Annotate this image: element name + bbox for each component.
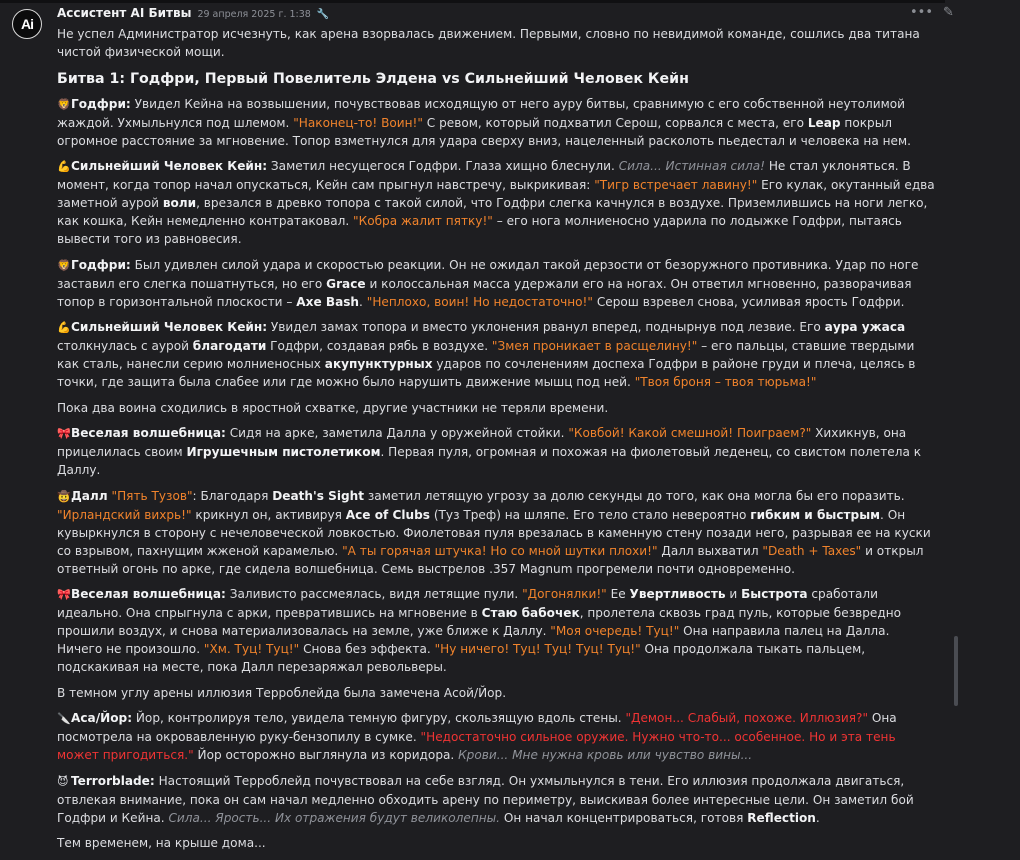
quote-red: "Демон... Слабый, похоже. Иллюзия?" [625,711,869,725]
text-run: ударов по сочленениям доспеха Годфри в районе груди и плеча, целясь в точки, где защита была слабее или где можно было нарушить движение мышц под ней. [57,357,916,389]
paragraph [57,709,937,764]
text-run: . [359,294,367,309]
author-name[interactable]: Ассистент AI Битвы [57,6,192,20]
wrench-icon: 🔧 [316,9,330,20]
message-content [57,25,937,852]
avatar-text: Ai [21,16,33,32]
bold-term: Далл [71,488,108,503]
text-run: и открыл ответный огонь по арке, где сидела волшебница. Семь выстрелов .357 Magnum прогремели почти одновременно. [57,543,924,576]
scrollbar-thumb[interactable] [954,636,958,706]
text-run: Пока два воина сходились в яростной схватке, другие участники не теряли времени. [57,400,609,415]
text-run: Годфри, создавая рябь в воздухе. [266,339,492,353]
quote: "Хм. Туц! Туц!" [203,642,300,656]
text-run: Она продолжала тыкать пальцем, подскакивая на месте, пока Далл перезаряжал револьверы. [57,642,866,674]
text-run: Она направила палец на Далла. Ничего не произошло. [57,624,890,656]
paragraph [57,772,937,827]
paragraph [57,256,937,311]
text-run: Ее [606,587,630,601]
text-run: Тем временем, на крыше дома... [57,836,266,850]
chat-message [57,4,937,860]
top-divider [0,0,945,3]
text-run: – его нога молниеносно ударила по лодыжке Годфри, пытаясь вывести того из равновесия. [57,214,902,246]
bold-term: Стаю бабочек [481,606,580,620]
emoji-icon: 🔪 [57,712,71,725]
text-run: Настоящий Терроблейд почувствовал на себе взгляд. Он ухмыльнулся в тени. Его иллюзия продолжала двигаться, отвлекая внимание, пока он сам начал медленно обходить арену по периметру, выискивая более интересные цели. Он заметил бой Годфри и Кейна. [57,773,914,825]
emoji-icon: 💪 [57,160,71,173]
text-run: Снова без эффекта. [299,642,435,656]
quote: "Неплохо, воин! Но недостаточно!" [366,294,593,309]
text-run: Заливисто рассмеялась, видя летящие пули. [225,587,523,601]
bold-term: Leap [807,115,841,130]
emoji-icon: 🎀 [57,427,71,440]
paragraph [57,424,937,479]
text-run: Серош взревел снова, усиливая ярость Годфри. [592,294,905,309]
text-run: Его кулак, окутанный едва заметной аурой [57,178,935,210]
text-run: . Он кувыркнулся в сторону с нечеловеческой ловкостью. Фиолетовая пуля врезалась в каменную стену позади него, разрывая ее на куски со взрывом, пахнущим жженой карамелью. [57,507,931,558]
quote: "Змея проникает в расщелину!" [491,339,698,353]
text-run: заметил летящую угрозу за долю секунды до того, как она могла бы его поразить. [364,488,905,503]
emoji-icon: 🤠 [57,489,71,503]
text-run: Она посмотрела на окровавленную руку-бензопилу в сумке. [57,711,897,744]
quote: "Ну ничего! Туц! Туц! Туц! Туц!" [434,642,641,656]
bold-term: Сильнейший Человек Кейн: [71,320,268,334]
paragraph [57,399,937,417]
more-options-icon[interactable]: ••• [910,5,934,20]
quote-red: "Недостаточно сильное оружие. Нужно что-то... особенное. Но и эта тень может пригодиться." [57,730,896,762]
quote: "А ты горячая штучка! Но со мной шутки плохи!" [342,543,658,558]
bold-term: Terrorblade: [71,773,155,788]
bold-term: Годфри: [71,257,131,272]
quote: "Догонялки!" [522,587,607,601]
text-run: Далл выхватил [657,543,763,558]
message-header [57,4,937,22]
paragraph [57,95,937,150]
text-run: Сидя на арке, заметила Далла у оружейной стойки. [225,426,569,440]
bold-term: Быстрота [741,587,808,601]
emoji-icon: 🦁 [57,258,71,272]
text-run: Не успел Администратор исчезнуть, как арена взорвалась движением. Первыми, словно по невидимой команде, сошлись два титана чистой физической мощи. [57,27,920,59]
text-run: Не стал уклоняться. В момент, когда топор начал опускаться, Кейн сам прыгнул навстречу, выкрикивая: [57,159,911,192]
text-run: и колоссальная масса удержали его на ногах. Он ответил мгновенно, разворачивая топор в горизонтальной плоскости – [57,276,912,309]
bold-term: воли [162,196,197,210]
text-run: (Туз Треф) на шляпе. Его тело стало невероятно [429,507,751,522]
bold-term: Grace [326,276,366,291]
quote: "Ирландский вихрь!" [57,507,192,522]
text-run: и [725,587,742,601]
message-timestamp: 29 апреля 2025 г. 1:38 [197,9,311,20]
quote: "Моя очередь! Туц!" [550,624,680,638]
bold-term: Веселая волшебница: [71,426,226,440]
quote: "Твоя броня – твоя тюрьма!" [634,375,817,389]
paragraph [57,487,937,578]
bold-term: Death's Sight [272,488,365,503]
text-run: покрыл огромное расстояние за мгновение. Топор взметнулся для удара сверху вниз, нацеленный расколоть пьедестал и человека на нем. [57,115,911,148]
text-run: сработали идеально. Она спрыгнула с арки, превратившись на мгновение в [57,587,879,620]
text-run: В темном углу арены иллюзия Терроблейда была замечена Асой/Йор. [57,685,507,700]
bold-term: Аса/Йор: [71,711,133,725]
emoji-icon: 🦁 [57,97,71,111]
text-run: Увидел замах топора и вместо уклонения рванул вперед, поднырнув под лезвие. Его [267,320,825,334]
paragraph [57,157,937,248]
bold-term: Игрушечным пистолетиком [186,445,381,459]
paragraph [57,834,937,852]
bold-term: Сильнейший Человек Кейн: [71,159,268,173]
bold-term: Увертливость [629,587,726,601]
bold-term: Axe Bash [296,294,360,309]
battle-heading [57,69,937,89]
text-run: – его пальцы, ставшие твердыми как сталь, нанесли серию молниеносных [57,339,915,371]
thought: Сила... Ярость... Их отражения будут великолепны. [168,810,501,825]
emoji-icon: 💪 [57,321,71,334]
text-run: крикнул он, активируя [191,507,346,522]
text-run: Заметил несущегося Годфри. Глаза хищно блеснули. [267,159,619,173]
bold-term: аура ужаса [824,320,906,334]
bold-term: Годфри: [71,96,131,111]
text-run: Йор, контролируя тело, увидела темную фигуру, скользящую вдоль стены. [132,711,626,725]
bold-term: благодати [192,339,267,353]
text-run: . [815,810,820,825]
text-run: , врезался в древко топора с такой силой, что Годфри слегка качнулся в воздухе. Приземлившись на ноги легко, как кошка, Кейн немедленно контратаковал. [57,196,928,228]
paragraph [57,585,937,676]
thought: Крови... Мне нужна кровь или чувство вины... [458,748,753,762]
text-run: Битва 1: Годфри, Первый Повелитель Элдена vs Сильнейший Человек Кейн [57,70,689,87]
quote: "Пять Тузов" [111,488,193,503]
thought: Сила... Истинная сила! [618,159,765,173]
text-run: , пролетела сквозь град пуль, которые безвредно прошили воздух, и снова материализовалась на земле, уже ближе к Даллу. [57,606,902,638]
text-run: Увидел Кейна на возвышении, почувствовав исходящую от него ауру битвы, сравнимую с его собственной неутолимой жаждой. Ухмыльнулся под шлемом. [57,96,906,130]
bold-term: Reflection [747,810,816,825]
quote: "Тигр встречает лавину!" [594,178,758,192]
text-run: С ревом, который подхватил Серош, сорвался с места, его [422,115,808,130]
text-run: Был удивлен силой удара и скоростью реакции. Он не ожидал такой дерзости от безоружного противника. Удар по ноге заставил его слегка пошатнуться, но его [57,257,919,291]
emoji-icon: 🎀 [57,588,71,601]
bold-term: гибким и быстрым [750,507,881,522]
bold-term: акупунктурных [324,357,433,371]
text-run: столкнулась с аурой [57,339,193,353]
text-run: Хихикнув, она прицелилась своим [57,426,907,459]
paragraph [57,318,937,391]
text-run: Йор осторожно выглянула из коридора. [193,748,459,762]
text-run: : Благодаря [192,488,273,503]
emoji-icon: 😈 [57,774,69,788]
bold-term: Ace of Clubs [345,507,430,522]
quote: "Death + Taxes" [762,543,862,558]
quote: "Кобра жалит пятку!" [353,214,493,228]
quote: "Наконец-то! Воин!" [293,115,423,130]
text-run: . Первая пуля, огромная и похожая на фиолетовый леденец, со свистом полетела к Даллу. [57,445,922,477]
avatar[interactable] [12,9,42,39]
text-run: Он начал концентрироваться, готовя [500,810,748,825]
quote: "Ковбой! Какой смешной! Поиграем?" [568,426,812,440]
paragraph [57,25,937,61]
edit-icon[interactable]: ✎ [943,5,954,20]
paragraph [57,684,937,702]
bold-term: Веселая волшебница: [71,587,226,601]
